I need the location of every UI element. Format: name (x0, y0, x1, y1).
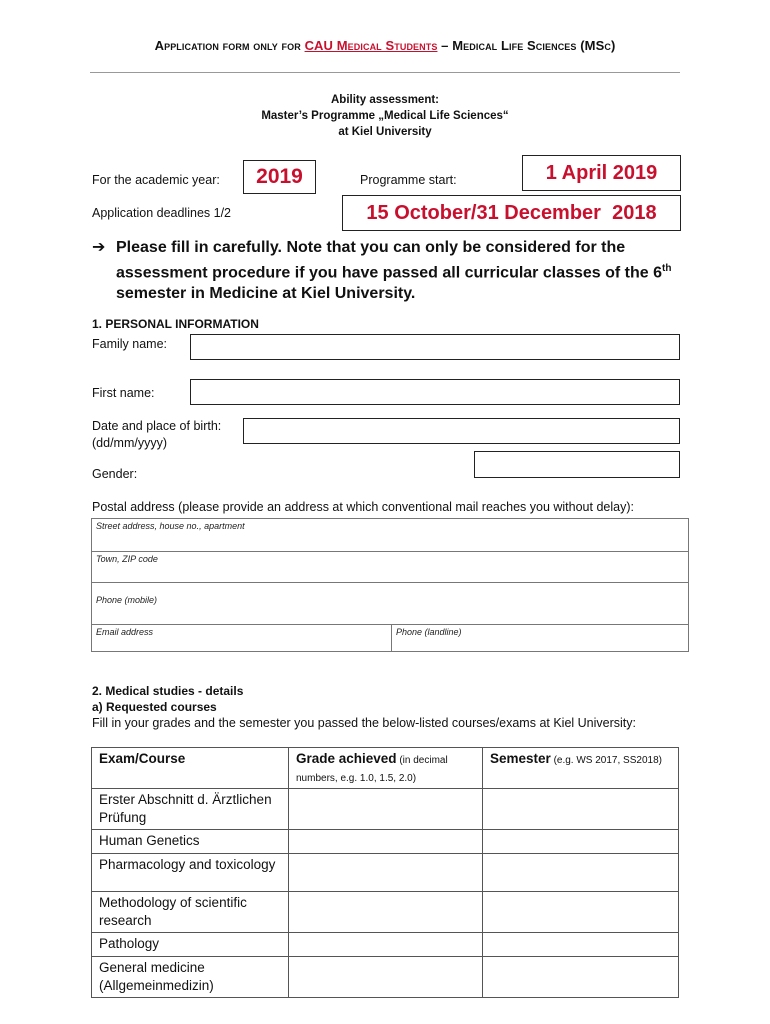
form-header (92, 38, 678, 53)
table-row (92, 830, 679, 854)
academic-year-value: 2019 (243, 160, 316, 194)
col-grade-header: Grade achieved (in decimal numbers, e.g. 1.0, 1.5, 2.0) (289, 748, 483, 789)
table-row (92, 854, 679, 892)
col-exam-header: Exam/Course (92, 748, 289, 789)
postal-address-label: Postal address (please provide an address at which conventional mail reaches you without delay): (92, 500, 634, 514)
grade-cell[interactable] (289, 892, 483, 933)
dob-label-line-1: Date and place of birth: (92, 419, 222, 433)
academic-year-label: For the academic year: (92, 173, 220, 187)
header-prefix: Application form only for (154, 38, 301, 53)
header-highlight: CAU Medical Students (304, 38, 438, 53)
deadlines-value: 15 October/31 December 2018 (342, 195, 681, 231)
requested-courses-subtitle: a) Requested courses (92, 700, 217, 714)
note-text: Please fill in carefully. Note that you can only be considered for the assessment procedure if you have passed all curricular classes of the 6th semester in Medicine at Kiel University. (116, 239, 672, 303)
table-row (92, 933, 679, 957)
course-name: General medicine (Allgemeinmedizin) (92, 957, 289, 998)
grade-cell[interactable] (289, 789, 483, 830)
grade-cell[interactable] (289, 957, 483, 998)
intro-line-1: Ability assessment: (330, 94, 439, 106)
gender-label: Gender: (92, 467, 138, 481)
table-row (92, 957, 679, 998)
family-name-label: Family name: (92, 337, 168, 351)
table-header-row (92, 748, 679, 789)
phone-landline-field[interactable]: Phone (landline) (392, 625, 689, 652)
header-divider (90, 72, 680, 73)
grade-cell[interactable] (289, 830, 483, 854)
grades-instruction: Fill in your grades and the semester you passed the below-listed courses/exams at Kiel University: (92, 716, 637, 730)
grade-cell[interactable] (289, 854, 483, 892)
family-name-field[interactable] (190, 334, 680, 360)
personal-info-title: 1. PERSONAL INFORMATION (92, 317, 259, 331)
course-name: Pathology (92, 933, 289, 957)
intro-line-3: at Kiel University (338, 126, 432, 138)
semester-cell[interactable] (483, 957, 679, 998)
dob-place-field[interactable] (243, 418, 680, 444)
street-address-field[interactable]: Street address, house no., apartment (92, 519, 689, 552)
intro-block (90, 92, 680, 140)
course-name: Methodology of scientific research (92, 892, 289, 933)
semester-cell[interactable] (483, 933, 679, 957)
header-suffix: Medical Life Sciences (MSc) (452, 38, 616, 53)
grade-cell[interactable] (289, 933, 483, 957)
courses-table (91, 747, 679, 998)
postal-address-table (91, 518, 689, 652)
email-field[interactable]: Email address (92, 625, 392, 652)
table-row (92, 789, 679, 830)
first-name-label: First name: (92, 386, 155, 400)
course-name: Erster Abschnitt d. Ärztlichen Prüfung (92, 789, 289, 830)
phone-mobile-field[interactable]: Phone (mobile) (92, 583, 689, 625)
programme-start-value: 1 April 2019 (522, 155, 681, 191)
arrow-right-icon: ➔ (92, 239, 106, 256)
town-zip-field[interactable]: Town, ZIP code (92, 552, 689, 583)
header-dash: – (441, 38, 449, 53)
gender-field[interactable] (474, 451, 680, 478)
col-semester-header: Semester (e.g. WS 2017, SS2018) (483, 748, 679, 789)
semester-cell[interactable] (483, 892, 679, 933)
semester-cell[interactable] (483, 830, 679, 854)
medical-studies-title: 2. Medical studies - details (92, 684, 244, 698)
semester-cell[interactable] (483, 854, 679, 892)
semester-cell[interactable] (483, 789, 679, 830)
deadlines-label: Application deadlines 1/2 (92, 206, 231, 220)
dob-label-line-2: (dd/mm/yyyy) (92, 436, 167, 450)
dob-label (92, 418, 221, 452)
course-name: Human Genetics (92, 830, 289, 854)
intro-line-2: Master’s Programme „Medical Life Sciences“ (261, 110, 509, 122)
first-name-field[interactable] (190, 379, 680, 405)
table-row (92, 892, 679, 933)
course-name: Pharmacology and toxicology (92, 854, 289, 892)
programme-start-label: Programme start: (360, 173, 457, 187)
